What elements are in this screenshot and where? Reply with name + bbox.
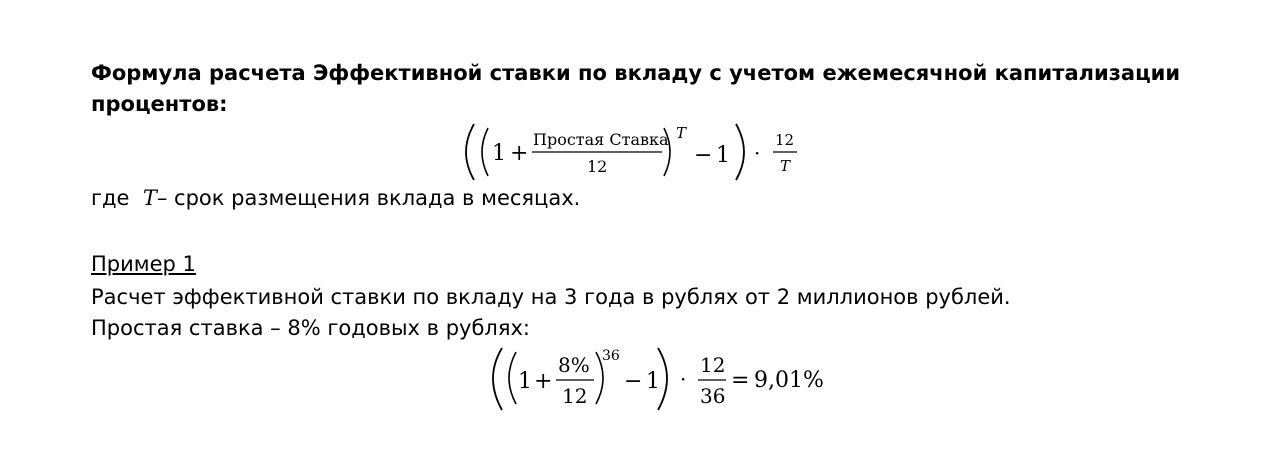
formula-2-one: 1	[518, 369, 532, 394]
formula-1-numerator: Простая Ставка	[533, 130, 669, 149]
example-formula	[478, 344, 838, 416]
example-rate: Простая ставка – 8% годовых в рублях:	[91, 316, 530, 340]
formula-1-frac2-den: T	[780, 157, 791, 175]
formula-2-exponent: 36	[602, 348, 620, 364]
formula-2-plus: +	[534, 369, 553, 394]
example-description: Расчет эффективной ставки по вкладу на 3 года в рублях от 2 миллионов рублей.	[91, 285, 1011, 309]
formula-1-one-2: 1	[716, 143, 730, 168]
formula-2-svg	[478, 344, 838, 416]
formula-2-one-2: 1	[646, 369, 660, 394]
formula-1-frac2-num: 12	[775, 131, 795, 149]
inner-paren-left	[509, 352, 516, 404]
section-heading: Формула расчета Эффективной ставки по вкладу с учетом ежемесячной капитализации процентов:	[91, 61, 1181, 116]
inner-paren-left	[482, 128, 488, 176]
formula-2-dot: ·	[680, 367, 687, 391]
formula-1-dot: ·	[754, 141, 761, 165]
outer-paren-left	[466, 124, 474, 180]
formula-1-minus: −	[694, 143, 713, 168]
formula-2-numerator: 8%	[558, 353, 590, 377]
definition-prefix: где	[91, 186, 130, 210]
formula-1-plus: +	[510, 141, 529, 166]
formula-2-denominator: 12	[562, 384, 588, 408]
formula-1-denominator: 12	[587, 157, 608, 176]
formula-1-one: 1	[492, 141, 506, 166]
formula-1-exponent: T	[676, 124, 687, 142]
effective-rate-formula	[450, 118, 810, 190]
formula-1-svg	[450, 118, 810, 190]
formula-2-frac2-num: 12	[700, 353, 726, 377]
definition-suffix: – срок размещения вклада в месяцах.	[156, 186, 581, 210]
variable-definition	[91, 184, 580, 212]
definition-variable: T	[142, 186, 157, 210]
formula-2-minus: −	[624, 369, 643, 394]
outer-paren-left	[493, 348, 502, 410]
formula-2-equals: =	[731, 368, 750, 393]
outer-paren-right	[736, 124, 744, 180]
example-title: Пример 1	[91, 252, 196, 276]
formula-2-frac2-den: 36	[700, 384, 726, 408]
formula-2-result: 9,01%	[754, 368, 824, 393]
